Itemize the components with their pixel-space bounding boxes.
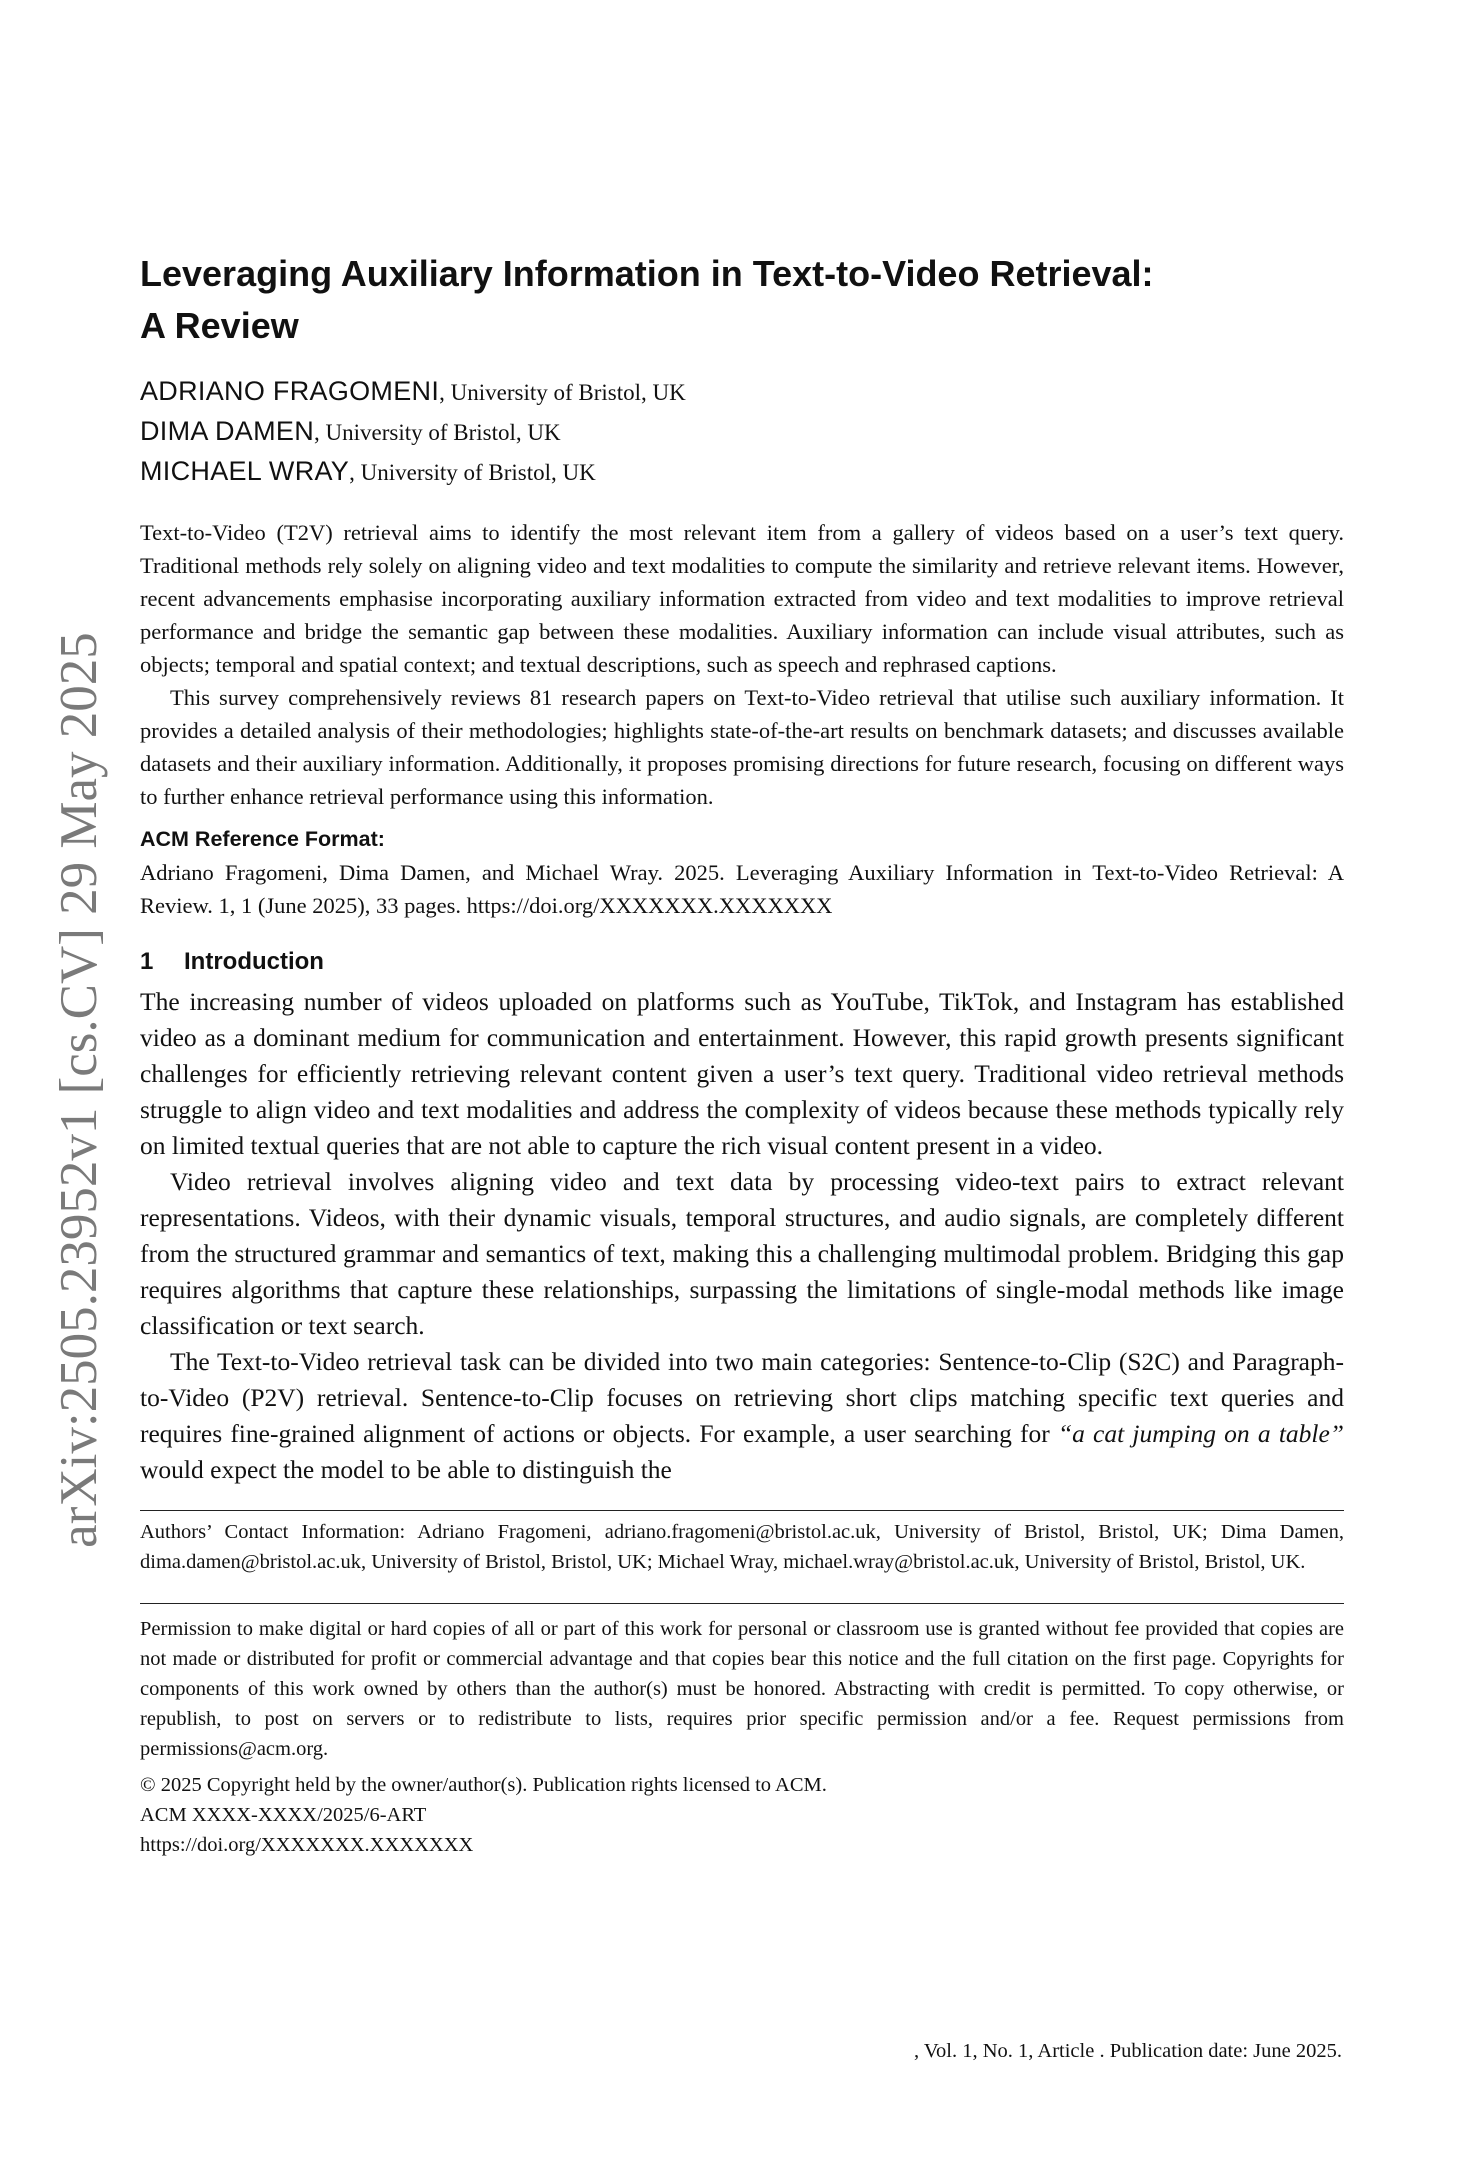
- section-title: Introduction: [184, 948, 324, 975]
- section-heading-introduction: [140, 944, 1344, 980]
- intro-paragraph: [140, 1344, 1344, 1488]
- intro-paragraph: Video retrieval involves aligning video and text data by processing video-text pairs to extract relevant representations. Videos, with their dynamic visuals, temporal structures, and audio signals, are completely different from the structured grammar and semantics of text, making this a challenging multimodal problem. Bridging this gap requires algorithms that capture these relationships, surpassing the limitations of single-modal methods like image classification or text search.: [140, 1167, 1344, 1340]
- paper-title-line-2: A Review: [140, 305, 299, 346]
- arxiv-identifier-stamp: arXiv:2505.23952v1 [cs.CV] 29 May 2025: [50, 632, 108, 1548]
- introduction-body: [140, 984, 1344, 1488]
- paper-page: [140, 248, 1344, 1860]
- intro-text-segment: The Text-to-Video retrieval task can be divided into two main categories: Sentence-to-Clip (S2C) and Paragraph-to-Video (P2V) retrieval. Sentence-to-Clip focuses on retrieving short clips matching specific text queries and requires fine-grained alignment of actions or objects. For example, a user searching for: [140, 1347, 1344, 1448]
- abstract-paragraph: This survey comprehensively reviews 81 research papers on Text-to-Video retrieval that utilise such auxiliary information. It provides a detailed analysis of their methodologies; highlights state-of-the-art results on benchmark datasets; and discusses available datasets and their auxiliary information. Additionally, it proposes promising directions for future research, focusing on different ways to further enhance retrieval performance using this information.: [140, 685, 1344, 809]
- permission-text: Permission to make digital or hard copies of all or part of this work for personal or classroom use is granted without fee provided that copies are not made or distributed for profit or commercial advantage and that copies bear this notice and the full citation on the first page. Copyrights for components of this work owned by others than the author(s) must be honored. Abstracting with credit is permitted. To copy otherwise, or republish, to post on servers or to redistribute to lists, requires prior specific permission and/or a fee. Request permissions from permissions@acm.org.: [140, 1618, 1344, 1760]
- running-footer: , Vol. 1, No. 1, Article . Publication date: June 2025.: [914, 2040, 1342, 2062]
- acm-reference-heading: ACM Reference Format:: [140, 827, 385, 851]
- acm-reference-text: Adriano Fragomeni, Dima Damen, and Michael Wray. 2025. Leveraging Auxiliary Information in Text-to-Video Retrieval: A Review. 1, 1 (June 2025), 33 pages. https://doi.org/XXXXXXX.XXXXXXX: [140, 860, 1344, 918]
- example-query-quote: “a cat jumping on a table”: [1057, 1419, 1344, 1448]
- author-name: ADRIANO FRAGOMENI: [140, 376, 440, 406]
- author-name: MICHAEL WRAY: [140, 456, 350, 486]
- author-list: [140, 372, 1344, 492]
- acm-reference-format: [140, 823, 1344, 922]
- paper-title: [140, 248, 1344, 352]
- author-affiliation: , University of Bristol, UK: [439, 380, 686, 405]
- section-number: 1: [140, 948, 154, 975]
- abstract: [140, 516, 1344, 813]
- permission-divider: [140, 1603, 1344, 1604]
- authors-contact-information: Authors’ Contact Information: Adriano Fragomeni, adriano.fragomeni@bristol.ac.uk, University of Bristol, Bristol, UK; Dima Damen, dima.damen@bristol.ac.uk, University of Bristol, Bristol, UK; Michael Wray, michael.wray@bristol.ac.uk, University of Bristol, Bristol, UK.: [140, 1521, 1344, 1573]
- footnote-divider: [140, 1510, 1344, 1511]
- author-name: DIMA DAMEN: [140, 416, 315, 446]
- copyright-line: © 2025 Copyright held by the owner/author(s). Publication rights licensed to ACM.: [140, 1774, 827, 1796]
- author-entry: [140, 412, 1344, 452]
- abstract-paragraph: Text-to-Video (T2V) retrieval aims to identify the most relevant item from a gallery of videos based on a user’s text query. Traditional methods rely solely on aligning video and text modalities to compute the similarity and retrieve relevant items. However, recent advancements emphasise incorporating auxiliary information extracted from video and text modalities to improve retrieval performance and bridge the semantic gap between these modalities. Auxiliary information can include visual attributes, such as objects; temporal and spatial context; and textual descriptions, such as speech and rephrased captions.: [140, 520, 1344, 677]
- intro-paragraph: The increasing number of videos uploaded on platforms such as YouTube, TikTok, and Instagram has established video as a dominant medium for communication and entertainment. However, this rapid growth presents significant challenges for efficiently retrieving relevant content given a user’s text query. Traditional video retrieval methods struggle to align video and text modalities and address the complexity of videos because these methods typically rely on limited textual queries that are not able to capture the rich visual content present in a video.: [140, 987, 1344, 1160]
- author-entry: [140, 372, 1344, 412]
- intro-text-segment: would expect the model to be able to distinguish the: [140, 1455, 672, 1484]
- author-entry: [140, 452, 1344, 492]
- permission-notice: [140, 1614, 1344, 1860]
- author-affiliation: , University of Bristol, UK: [349, 460, 596, 485]
- doi-line: https://doi.org/XXXXXXX.XXXXXXX: [140, 1834, 474, 1856]
- author-affiliation: , University of Bristol, UK: [314, 420, 561, 445]
- issn-line: ACM XXXX-XXXX/2025/6-ART: [140, 1804, 427, 1826]
- paper-title-line-1: Leveraging Auxiliary Information in Text-to-Video Retrieval:: [140, 253, 1154, 294]
